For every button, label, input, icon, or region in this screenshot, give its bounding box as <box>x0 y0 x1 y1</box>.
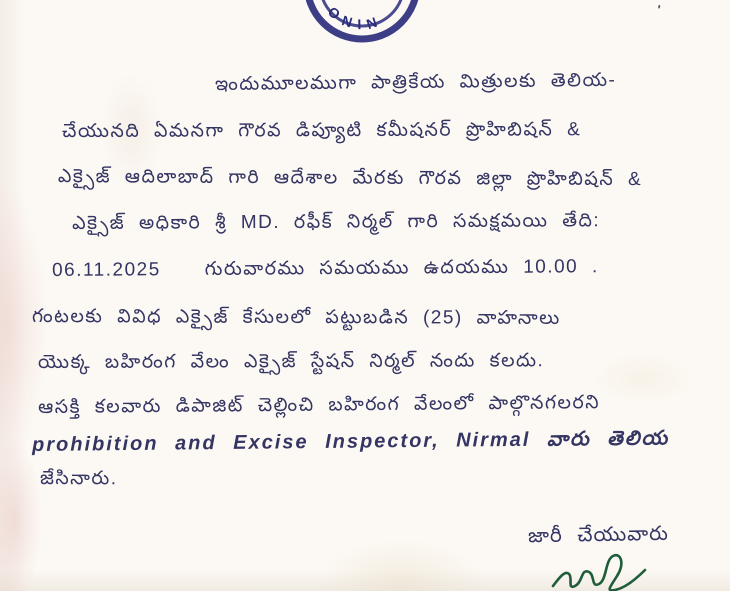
signature-scribble <box>545 548 685 591</box>
handwritten-line-4: ఎక్సైజ్ అధికారి శ్రీ MD. రఫీక్ నిర్మల్ గారి సమక్షమయి తేది: <box>72 210 601 234</box>
handwritten-line-9-english: prohibition and Excise Inspector, Nirmal వారు తెలియ <box>32 427 670 456</box>
line-5-text: గురువారము సమయము ఉదయము 10.00 . <box>204 256 599 280</box>
handwritten-line-1: ఇందుమూలముగా పాత్రికేయ మిత్రులకు తెలియ- <box>215 69 617 95</box>
handwritten-line-8: ఆసక్తి కలవారు డిపాజిట్ చెల్లించి బహిరంగ వేలంలో పాల్గొనగలరని <box>38 392 601 418</box>
handwritten-line-6: గంటలకు వివిధ ఎక్సైజ్ కేసులలో పట్టుబడిన (25) వాహనాలు <box>31 306 561 329</box>
handwritten-line-10: జేసినారు. <box>39 468 118 490</box>
issued-by-signoff: జారీ చేయువారు <box>527 522 670 548</box>
circular-seal-stamp <box>300 0 424 46</box>
handwritten-line-3: ఎక్సైజ్ ఆదిలాబాద్ గారి ఆదేశాల మేరకు గౌరవ జిల్లా ప్రొహిబిషన్ & <box>57 166 643 191</box>
handwritten-line-5 <box>52 256 599 286</box>
handwritten-line-7: యొక్క బహిరంగ వేలం ఎక్సైజ్ స్టేషన్ నిర్మల్ నందు కలదు. <box>38 350 545 373</box>
stray-ink-mark: ' <box>655 1 662 18</box>
auction-date: 06.11.2025 <box>52 259 161 281</box>
signature-stroke <box>553 555 645 590</box>
handwritten-line-2: చేయునది ఏమనగా గౌరవ డిప్యూటి కమీషనర్ ప్రొహిబిషన్ & <box>62 119 582 142</box>
stamp-arc-text: ONIN <box>324 3 386 33</box>
